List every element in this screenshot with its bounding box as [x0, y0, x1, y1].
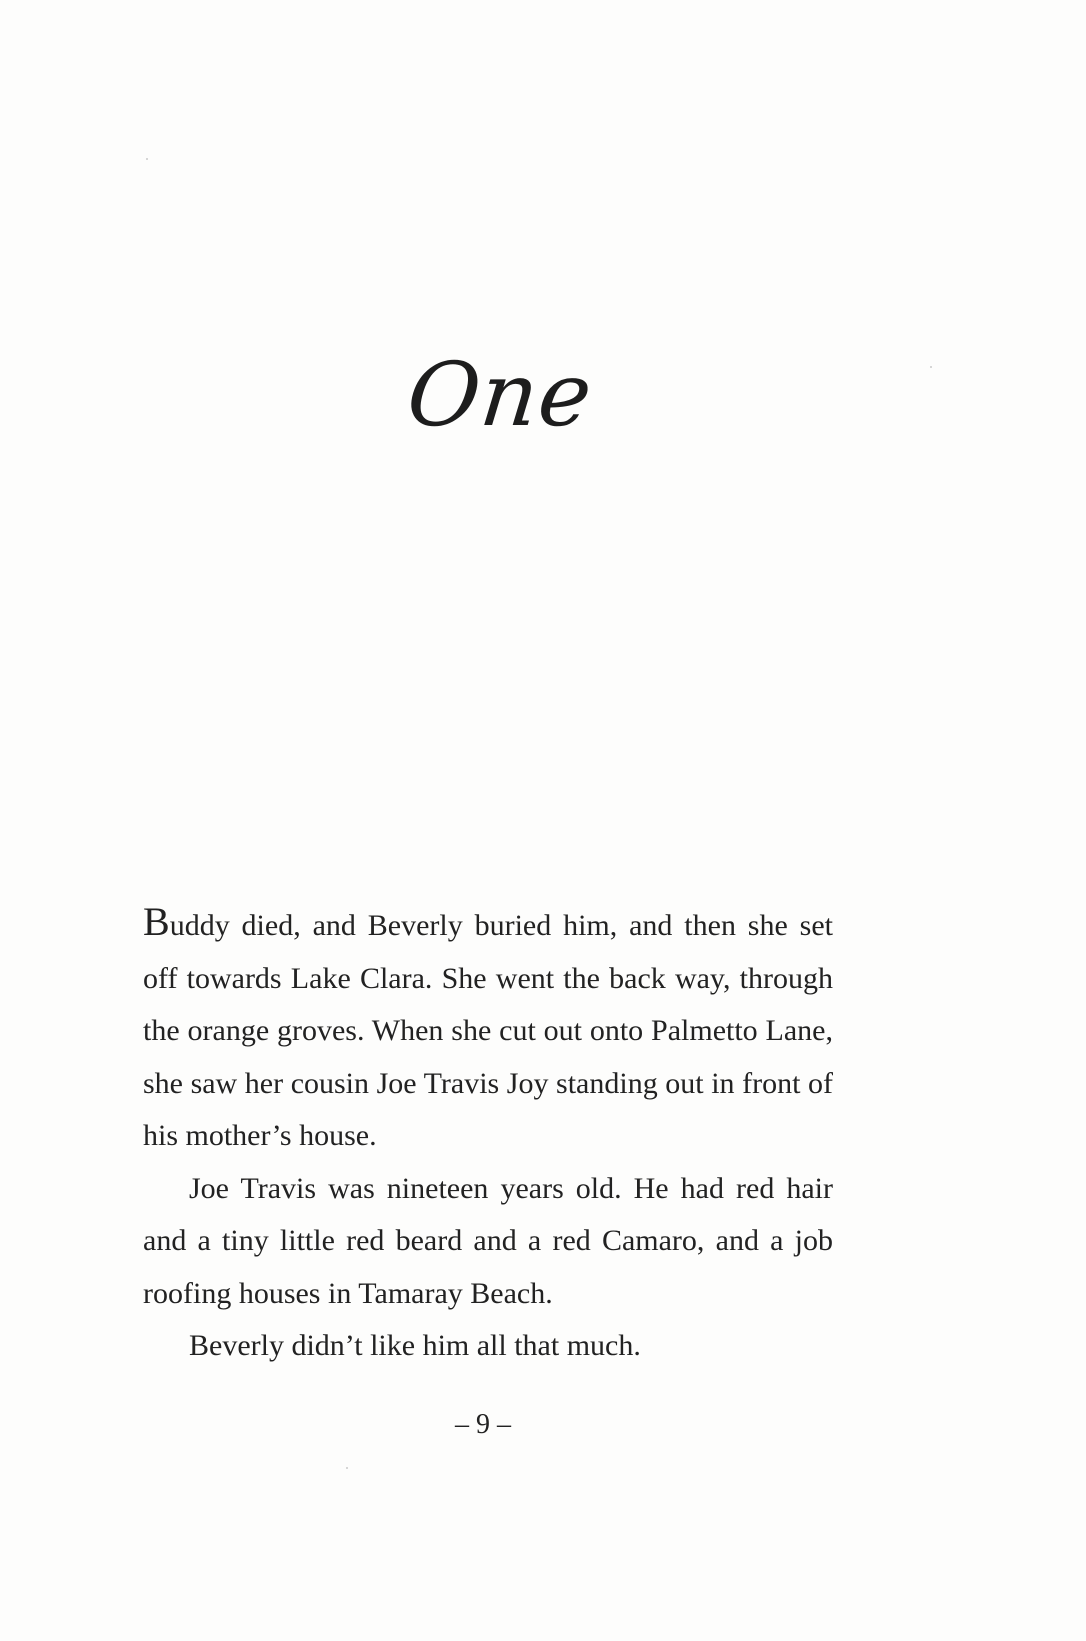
- chapter-title: One: [402, 343, 598, 446]
- page-number: – 9 –: [455, 1409, 511, 1440]
- paragraph-1-initial: B: [143, 899, 170, 944]
- paper-speck: [146, 158, 148, 160]
- paper-speck: [930, 366, 932, 368]
- paper-speck: [346, 1467, 348, 1469]
- paragraph-3: Beverly didn’t like him all that much.: [189, 1329, 641, 1362]
- paragraph-1-text: uddy died, and Beverly buried him, and then she set off towards Lake Clara. She went the back way, through the orange groves. When she cut out onto Palmetto Lane, she saw her cousin Joe Travis Joy standing out in front of his mother’s house.: [143, 909, 833, 1152]
- paragraph-2: Joe Travis was nineteen years old. He had red hair and a tiny little red beard and a red Camaro, and a job roofing houses in Tamaray Beach.: [143, 1171, 833, 1310]
- paragraph-1: [143, 900, 833, 1163]
- chapter-body: [143, 900, 833, 1373]
